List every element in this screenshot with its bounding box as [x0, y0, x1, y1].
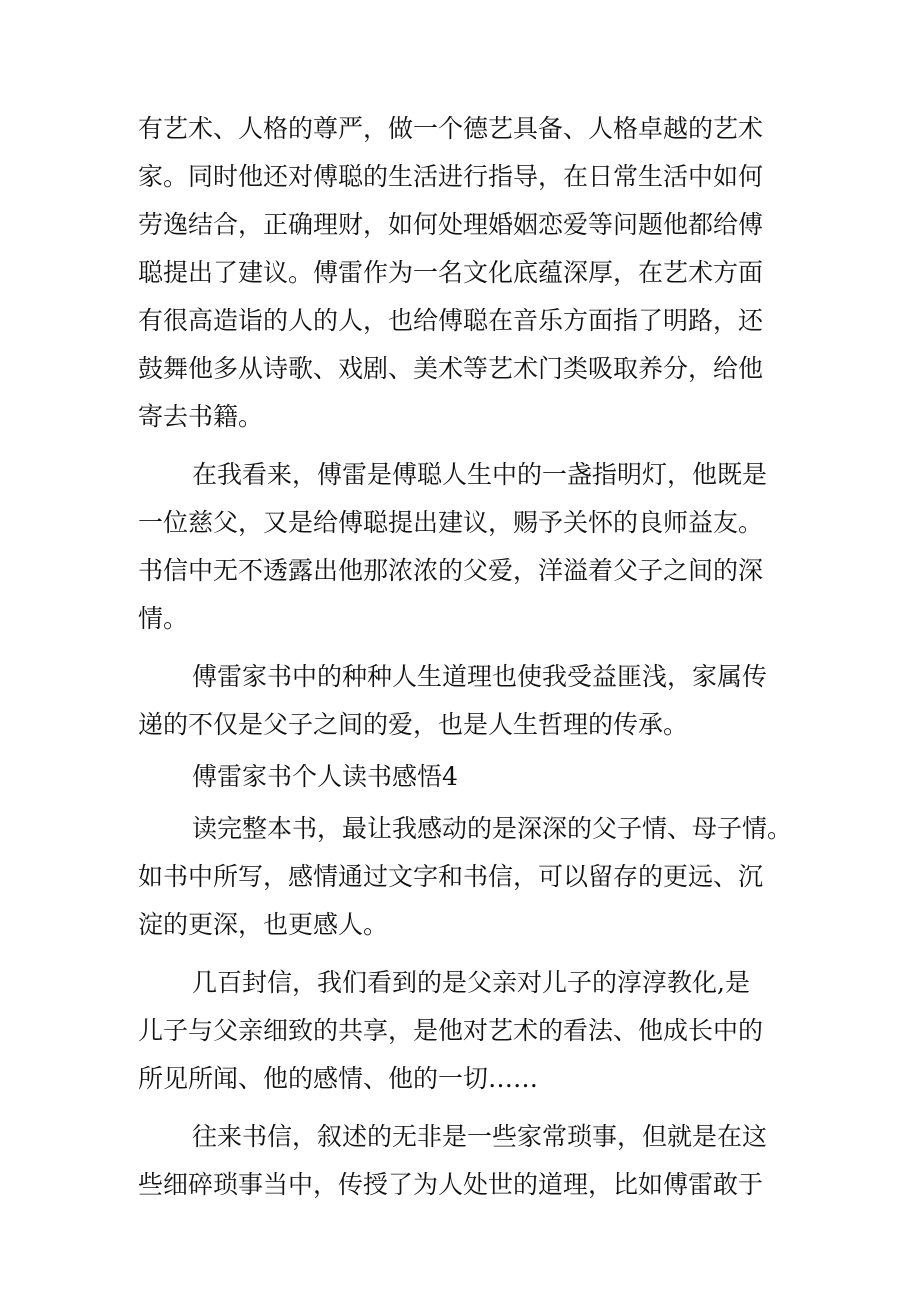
paragraph [138, 959, 798, 1103]
document-body [138, 105, 798, 1209]
text-line: 几百封信，我们看到的是父亲对儿子的淳淳教化,是 [192, 968, 750, 997]
text-line: 递的不仅是父子之间的爱，也是人生哲理的传承。 [138, 710, 689, 739]
text-line: 有艺术、人格的尊严，做一个德艺具备、人格卓越的艺术 [138, 114, 764, 143]
text-line: 往来书信，叙述的无非是一些家常琐事，但就是在这 [192, 1122, 768, 1151]
paragraph [138, 451, 798, 643]
text-line: 家。同时他还对傅聪的生活进行指导，在日常生活中如何 [138, 162, 764, 191]
text-line: 情。 [138, 604, 189, 633]
section-heading [138, 753, 798, 801]
text-line: 一位慈父，又是给傅聪提出建议，赐予关怀的良师益友。 [138, 508, 764, 537]
text-line: 寄去书籍。 [138, 402, 264, 431]
text-line: 聪提出了建议。傅雷作为一名文化底蕴深厚，在艺术方面 [138, 258, 764, 287]
paragraph [138, 653, 798, 749]
text-line: 所见所闻、他的感情、他的一切…… [138, 1064, 539, 1093]
text-line: 在我看来，傅雷是傅聪人生中的一盏指明灯，他既是 [192, 460, 768, 489]
text-line: 有很高造诣的人的人，也给傅聪在音乐方面指了明路，还 [138, 306, 764, 335]
paragraph-continuation [138, 105, 798, 441]
text-line: 鼓舞他多从诗歌、戏剧、美术等艺术门类吸取养分，给他 [138, 354, 764, 383]
section-heading-text: 傅雷家书个人读书感悟4 [192, 762, 458, 791]
paragraph [138, 805, 798, 949]
text-line: 读完整本书，最让我感动的是深深的父子情、母子情。 [192, 814, 793, 843]
text-line: 书信中无不透露出他那浓浓的父爱，洋溢着父子之间的深 [138, 556, 764, 585]
text-line: 如书中所写，感情通过文字和书信，可以留存的更远、沉 [138, 862, 764, 891]
paragraph [138, 1113, 798, 1209]
text-line: 些细碎琐事当中，传授了为人处世的道理，比如傅雷敢于 [138, 1170, 764, 1199]
text-line: 傅雷家书中的种种人生道理也使我受益匪浅，家属传 [192, 662, 768, 691]
text-line: 劳逸结合，正确理财，如何处理婚姻恋爱等问题他都给傅 [138, 210, 764, 239]
text-line: 淀的更深，也更感人。 [138, 910, 389, 939]
text-line: 儿子与父亲细致的共享，是他对艺术的看法、他成长中的 [138, 1016, 764, 1045]
